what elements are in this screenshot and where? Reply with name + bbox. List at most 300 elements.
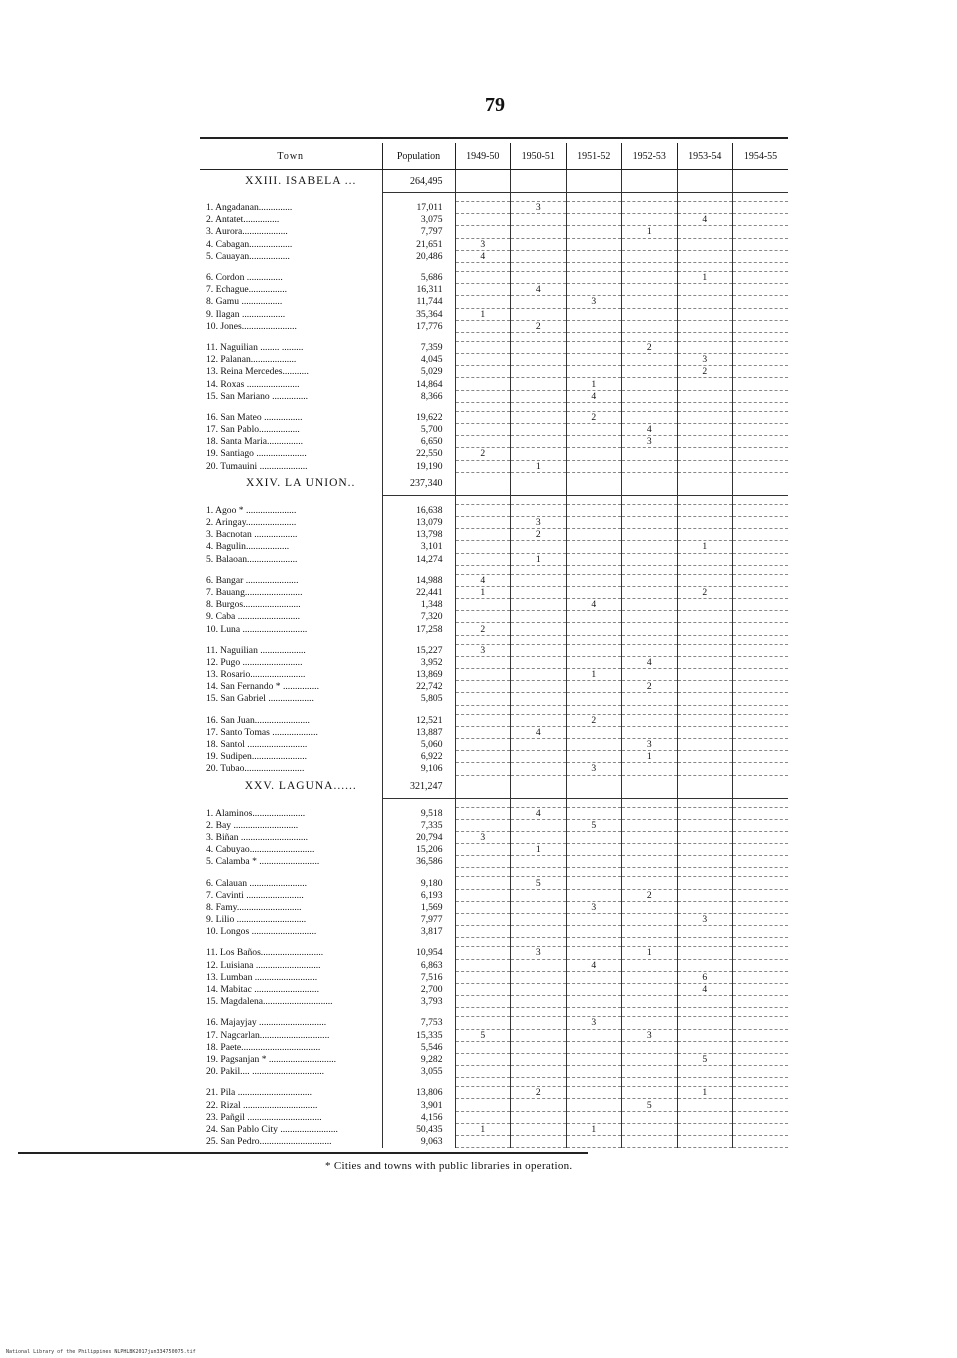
year-count bbox=[511, 889, 567, 901]
year-count bbox=[455, 726, 511, 738]
town-population: 9,180 bbox=[382, 877, 455, 889]
town-name: 9. Lilio ............................. bbox=[206, 914, 307, 926]
town-population: 3,901 bbox=[382, 1099, 455, 1111]
year-count: 3 bbox=[511, 947, 567, 959]
year-count: 3 bbox=[566, 901, 622, 913]
spacer-cell bbox=[455, 332, 511, 341]
spacer-cell bbox=[382, 1008, 455, 1017]
year-count bbox=[455, 819, 511, 831]
town-population: 3,952 bbox=[382, 656, 455, 668]
year-count: 4 bbox=[566, 599, 622, 611]
town-population: 13,079 bbox=[382, 516, 455, 528]
town-population: 9,106 bbox=[382, 763, 455, 775]
table-row bbox=[200, 320, 788, 332]
town-name: 11. Naguilian ........ ......... bbox=[206, 341, 304, 353]
province-row bbox=[200, 775, 788, 798]
year-count: 1 bbox=[511, 844, 567, 856]
year-count bbox=[511, 308, 567, 320]
table-row bbox=[200, 250, 788, 262]
year-count bbox=[455, 378, 511, 390]
year-count bbox=[677, 378, 733, 390]
table-row bbox=[200, 226, 788, 238]
town-population: 7,797 bbox=[382, 226, 455, 238]
year-count: 2 bbox=[511, 1087, 567, 1099]
year-count bbox=[511, 1111, 567, 1123]
year-count bbox=[622, 411, 678, 423]
year-cell bbox=[566, 775, 622, 798]
town-name: 24. San Pablo City ........................ bbox=[206, 1123, 338, 1135]
year-count bbox=[733, 586, 789, 598]
year-count bbox=[677, 296, 733, 308]
year-count: 1 bbox=[622, 947, 678, 959]
town-population: 5,686 bbox=[382, 271, 455, 283]
town-name: 15. San Gabriel ................... bbox=[206, 693, 314, 705]
year-count bbox=[622, 1041, 678, 1053]
town-population: 13,806 bbox=[382, 1087, 455, 1099]
year-count bbox=[622, 448, 678, 460]
spacer-cell bbox=[733, 262, 789, 271]
year-count bbox=[455, 599, 511, 611]
town-population: 6,922 bbox=[382, 751, 455, 763]
town-name: 3. Bacnotan .................. bbox=[206, 529, 298, 541]
footnote: * Cities and towns with public libraries in operation. bbox=[325, 1160, 573, 1172]
year-count bbox=[511, 693, 567, 705]
year-count bbox=[733, 726, 789, 738]
spacer-cell bbox=[733, 1008, 789, 1017]
town-population: 16,311 bbox=[382, 284, 455, 296]
year-count bbox=[677, 1029, 733, 1041]
town-name: 5. Calamba * ......................... bbox=[206, 856, 320, 868]
year-count bbox=[455, 1111, 511, 1123]
year-count bbox=[622, 529, 678, 541]
town-population: 3,101 bbox=[382, 541, 455, 553]
spacer-cell bbox=[566, 402, 622, 411]
year-count bbox=[511, 856, 567, 868]
town-population: 7,977 bbox=[382, 914, 455, 926]
spacer-cell bbox=[455, 495, 511, 504]
spacer-cell bbox=[511, 565, 567, 574]
year-cell bbox=[622, 472, 678, 495]
year-count bbox=[733, 436, 789, 448]
town-population: 36,586 bbox=[382, 856, 455, 868]
table-row bbox=[200, 831, 788, 843]
year-count bbox=[677, 901, 733, 913]
year-count bbox=[677, 574, 733, 586]
spacer-cell bbox=[622, 1008, 678, 1017]
year-count bbox=[566, 448, 622, 460]
year-count bbox=[622, 296, 678, 308]
spacer-cell bbox=[677, 332, 733, 341]
town-population: 7,359 bbox=[382, 341, 455, 353]
year-count bbox=[733, 390, 789, 402]
town-population: 4,156 bbox=[382, 1111, 455, 1123]
year-count: 1 bbox=[455, 1123, 511, 1135]
table-row bbox=[200, 623, 788, 635]
year-count bbox=[733, 738, 789, 750]
year-count bbox=[455, 844, 511, 856]
year-count: 4 bbox=[511, 726, 567, 738]
year-count bbox=[622, 354, 678, 366]
year-count bbox=[511, 238, 567, 250]
spacer-cell bbox=[455, 565, 511, 574]
year-count bbox=[511, 541, 567, 553]
year-count bbox=[622, 574, 678, 586]
table-row bbox=[200, 763, 788, 775]
year-count bbox=[733, 378, 789, 390]
year-count bbox=[622, 971, 678, 983]
town-population: 2,700 bbox=[382, 983, 455, 995]
year-count bbox=[622, 714, 678, 726]
year-count bbox=[566, 844, 622, 856]
town-population: 1,569 bbox=[382, 901, 455, 913]
year-count: 5 bbox=[622, 1099, 678, 1111]
header-year: 1952-53 bbox=[622, 143, 678, 170]
year-count bbox=[622, 504, 678, 516]
table-row bbox=[200, 856, 788, 868]
town-name: 17. Nagcarlan............................. bbox=[206, 1029, 330, 1041]
year-cell bbox=[733, 775, 789, 798]
year-count bbox=[733, 1136, 789, 1148]
header-year: 1949-50 bbox=[455, 143, 511, 170]
table-row bbox=[200, 553, 788, 565]
year-cell bbox=[677, 170, 733, 193]
year-count bbox=[677, 238, 733, 250]
town-population: 3,055 bbox=[382, 1066, 455, 1078]
year-count bbox=[733, 611, 789, 623]
year-count bbox=[622, 669, 678, 681]
year-count bbox=[677, 448, 733, 460]
year-count bbox=[455, 738, 511, 750]
spacer-cell bbox=[566, 635, 622, 644]
year-count bbox=[677, 996, 733, 1008]
year-count: 3 bbox=[511, 202, 567, 214]
year-count: 5 bbox=[566, 819, 622, 831]
town-name: 13. Lumban .......................... bbox=[206, 971, 318, 983]
town-population: 9,063 bbox=[382, 1136, 455, 1148]
year-count bbox=[622, 214, 678, 226]
town-name: 7. Bauang........................ bbox=[206, 586, 303, 598]
year-count bbox=[677, 504, 733, 516]
year-count bbox=[733, 271, 789, 283]
year-cell bbox=[677, 775, 733, 798]
header-population: Population bbox=[382, 143, 455, 170]
year-count bbox=[733, 1066, 789, 1078]
year-count bbox=[677, 460, 733, 472]
year-count bbox=[677, 623, 733, 635]
year-count bbox=[622, 378, 678, 390]
year-count bbox=[622, 1017, 678, 1029]
table-row bbox=[200, 926, 788, 938]
year-count bbox=[455, 424, 511, 436]
spacer-cell bbox=[566, 705, 622, 714]
year-count bbox=[455, 271, 511, 283]
table-row bbox=[200, 959, 788, 971]
spacer-cell bbox=[566, 798, 622, 807]
spacer-cell bbox=[677, 938, 733, 947]
table-row bbox=[200, 378, 788, 390]
town-name: 20. Tumauini .................... bbox=[206, 460, 308, 472]
table-row bbox=[200, 271, 788, 283]
year-count bbox=[733, 504, 789, 516]
spacer-cell bbox=[677, 705, 733, 714]
year-count bbox=[677, 738, 733, 750]
table-row bbox=[200, 1053, 788, 1065]
year-count bbox=[677, 856, 733, 868]
year-count bbox=[511, 341, 567, 353]
table-row bbox=[200, 1066, 788, 1078]
year-count bbox=[566, 366, 622, 378]
spacer-cell bbox=[677, 868, 733, 877]
town-name: 4. Cabagan.................. bbox=[206, 238, 293, 250]
town-population: 22,550 bbox=[382, 448, 455, 460]
spacer-cell bbox=[200, 938, 382, 947]
spacer-cell bbox=[733, 938, 789, 947]
year-count bbox=[622, 877, 678, 889]
year-count: 5 bbox=[455, 1029, 511, 1041]
year-count bbox=[566, 250, 622, 262]
spacer-cell bbox=[455, 938, 511, 947]
year-count bbox=[733, 856, 789, 868]
year-count bbox=[455, 1041, 511, 1053]
group-spacer bbox=[200, 798, 788, 807]
year-count bbox=[566, 553, 622, 565]
year-count bbox=[733, 238, 789, 250]
year-count: 4 bbox=[455, 250, 511, 262]
spacer-cell bbox=[511, 705, 567, 714]
spacer-cell bbox=[382, 705, 455, 714]
table-row bbox=[200, 714, 788, 726]
town-name: 10. Jones....................... bbox=[206, 320, 297, 332]
town-population: 15,335 bbox=[382, 1029, 455, 1041]
table-row bbox=[200, 644, 788, 656]
spacer-cell bbox=[733, 635, 789, 644]
year-count bbox=[511, 656, 567, 668]
year-count bbox=[455, 669, 511, 681]
spacer-cell bbox=[622, 262, 678, 271]
year-count: 4 bbox=[677, 214, 733, 226]
spacer-cell bbox=[733, 332, 789, 341]
year-count: 2 bbox=[622, 681, 678, 693]
town-name: 16. San Juan....................... bbox=[206, 714, 310, 726]
year-count bbox=[511, 996, 567, 1008]
year-count bbox=[733, 971, 789, 983]
group-spacer bbox=[200, 1008, 788, 1017]
town-name: 17. San Pablo................. bbox=[206, 424, 300, 436]
town-name: 5. Balaoan..................... bbox=[206, 553, 298, 565]
year-count: 3 bbox=[622, 738, 678, 750]
table-row bbox=[200, 726, 788, 738]
year-count bbox=[511, 831, 567, 843]
year-count bbox=[733, 1111, 789, 1123]
town-name: 12. Pugo ......................... bbox=[206, 656, 303, 668]
town-population: 4,045 bbox=[382, 354, 455, 366]
table-row bbox=[200, 656, 788, 668]
town-name: 19. Pagsanjan * ............................ bbox=[206, 1053, 337, 1065]
year-count bbox=[677, 819, 733, 831]
town-name: 25. San Pedro.............................. bbox=[206, 1136, 332, 1148]
year-count bbox=[455, 296, 511, 308]
town-name: 18. Santol ......................... bbox=[206, 739, 308, 751]
group-spacer bbox=[200, 332, 788, 341]
spacer-cell bbox=[566, 565, 622, 574]
year-count bbox=[733, 763, 789, 775]
group-spacer bbox=[200, 635, 788, 644]
year-count bbox=[622, 856, 678, 868]
town-population: 35,364 bbox=[382, 308, 455, 320]
year-count bbox=[511, 1041, 567, 1053]
year-count: 1 bbox=[677, 541, 733, 553]
year-count bbox=[455, 284, 511, 296]
year-count bbox=[733, 529, 789, 541]
table-row bbox=[200, 504, 788, 516]
year-count: 1 bbox=[677, 1087, 733, 1099]
spacer-cell bbox=[566, 1078, 622, 1087]
year-count bbox=[566, 1053, 622, 1065]
year-count bbox=[677, 611, 733, 623]
spacer-cell bbox=[511, 798, 567, 807]
year-count bbox=[566, 284, 622, 296]
year-count bbox=[511, 901, 567, 913]
town-population: 15,206 bbox=[382, 844, 455, 856]
year-count bbox=[455, 1099, 511, 1111]
town-name: 22. Rizal ............................... bbox=[206, 1099, 318, 1111]
year-count bbox=[566, 271, 622, 283]
spacer-cell bbox=[200, 193, 382, 202]
spacer-cell bbox=[455, 402, 511, 411]
year-count bbox=[566, 574, 622, 586]
header-town: Town bbox=[200, 143, 382, 170]
year-count bbox=[622, 914, 678, 926]
town-name: 11. Los Baños.......................... bbox=[206, 947, 324, 959]
year-count bbox=[455, 914, 511, 926]
year-count bbox=[566, 926, 622, 938]
spacer-cell bbox=[566, 938, 622, 947]
year-cell bbox=[566, 170, 622, 193]
year-count bbox=[677, 226, 733, 238]
year-count: 1 bbox=[566, 1123, 622, 1135]
year-count bbox=[511, 819, 567, 831]
spacer-cell bbox=[200, 565, 382, 574]
spacer-cell bbox=[733, 705, 789, 714]
spacer-cell bbox=[677, 495, 733, 504]
year-count bbox=[566, 529, 622, 541]
year-count bbox=[733, 623, 789, 635]
spacer-cell bbox=[382, 495, 455, 504]
spacer-cell bbox=[622, 402, 678, 411]
spacer-cell bbox=[511, 402, 567, 411]
year-count: 1 bbox=[622, 751, 678, 763]
table-row bbox=[200, 390, 788, 402]
year-count bbox=[677, 877, 733, 889]
year-count: 2 bbox=[622, 889, 678, 901]
year-count bbox=[455, 807, 511, 819]
year-count: 6 bbox=[677, 971, 733, 983]
year-count: 3 bbox=[566, 296, 622, 308]
year-count bbox=[677, 669, 733, 681]
year-count bbox=[511, 378, 567, 390]
year-count bbox=[566, 214, 622, 226]
year-count bbox=[622, 308, 678, 320]
spacer-cell bbox=[511, 635, 567, 644]
year-count bbox=[733, 669, 789, 681]
year-count bbox=[677, 726, 733, 738]
spacer-cell bbox=[677, 1078, 733, 1087]
year-count bbox=[733, 296, 789, 308]
year-count bbox=[566, 586, 622, 598]
year-count bbox=[455, 681, 511, 693]
year-count bbox=[511, 611, 567, 623]
year-count bbox=[733, 656, 789, 668]
town-name: 1. Angadanan.............. bbox=[206, 202, 293, 214]
group-spacer bbox=[200, 495, 788, 504]
year-count bbox=[677, 411, 733, 423]
year-count bbox=[566, 1136, 622, 1148]
spacer-cell bbox=[200, 1078, 382, 1087]
year-count bbox=[677, 831, 733, 843]
year-count bbox=[733, 889, 789, 901]
year-count bbox=[511, 763, 567, 775]
year-count bbox=[622, 271, 678, 283]
year-count bbox=[733, 214, 789, 226]
town-population: 14,274 bbox=[382, 553, 455, 565]
town-population: 7,335 bbox=[382, 819, 455, 831]
year-count bbox=[455, 516, 511, 528]
year-count bbox=[455, 983, 511, 995]
town-name: 7. Cavinti ........................ bbox=[206, 889, 304, 901]
town-population: 10,954 bbox=[382, 947, 455, 959]
year-count bbox=[511, 599, 567, 611]
town-name: 8. Famy........................... bbox=[206, 901, 302, 913]
year-count bbox=[733, 819, 789, 831]
year-cell bbox=[455, 170, 511, 193]
year-count: 4 bbox=[622, 424, 678, 436]
year-count bbox=[677, 553, 733, 565]
year-count bbox=[733, 448, 789, 460]
spacer-cell bbox=[200, 705, 382, 714]
table-row bbox=[200, 366, 788, 378]
year-count bbox=[511, 623, 567, 635]
table-row bbox=[200, 1087, 788, 1099]
year-cell bbox=[733, 472, 789, 495]
year-count bbox=[677, 959, 733, 971]
year-count: 3 bbox=[677, 354, 733, 366]
year-count bbox=[566, 656, 622, 668]
year-count bbox=[455, 763, 511, 775]
year-count bbox=[511, 1123, 567, 1135]
year-count bbox=[511, 586, 567, 598]
year-count: 3 bbox=[622, 436, 678, 448]
province-name: XXIV. LA UNION.. bbox=[246, 477, 356, 490]
spacer-cell bbox=[511, 1078, 567, 1087]
table-row bbox=[200, 947, 788, 959]
table-row bbox=[200, 202, 788, 214]
year-count bbox=[733, 574, 789, 586]
spacer-cell bbox=[382, 635, 455, 644]
town-name: 7. Echague................ bbox=[206, 284, 287, 296]
table-row bbox=[200, 983, 788, 995]
town-population: 17,776 bbox=[382, 320, 455, 332]
year-count bbox=[677, 693, 733, 705]
year-count bbox=[622, 831, 678, 843]
spacer-cell bbox=[200, 495, 382, 504]
year-count bbox=[566, 541, 622, 553]
year-count bbox=[733, 599, 789, 611]
year-count: 3 bbox=[455, 831, 511, 843]
year-count bbox=[566, 877, 622, 889]
year-count bbox=[677, 1099, 733, 1111]
town-population: 16,638 bbox=[382, 504, 455, 516]
year-count bbox=[566, 238, 622, 250]
